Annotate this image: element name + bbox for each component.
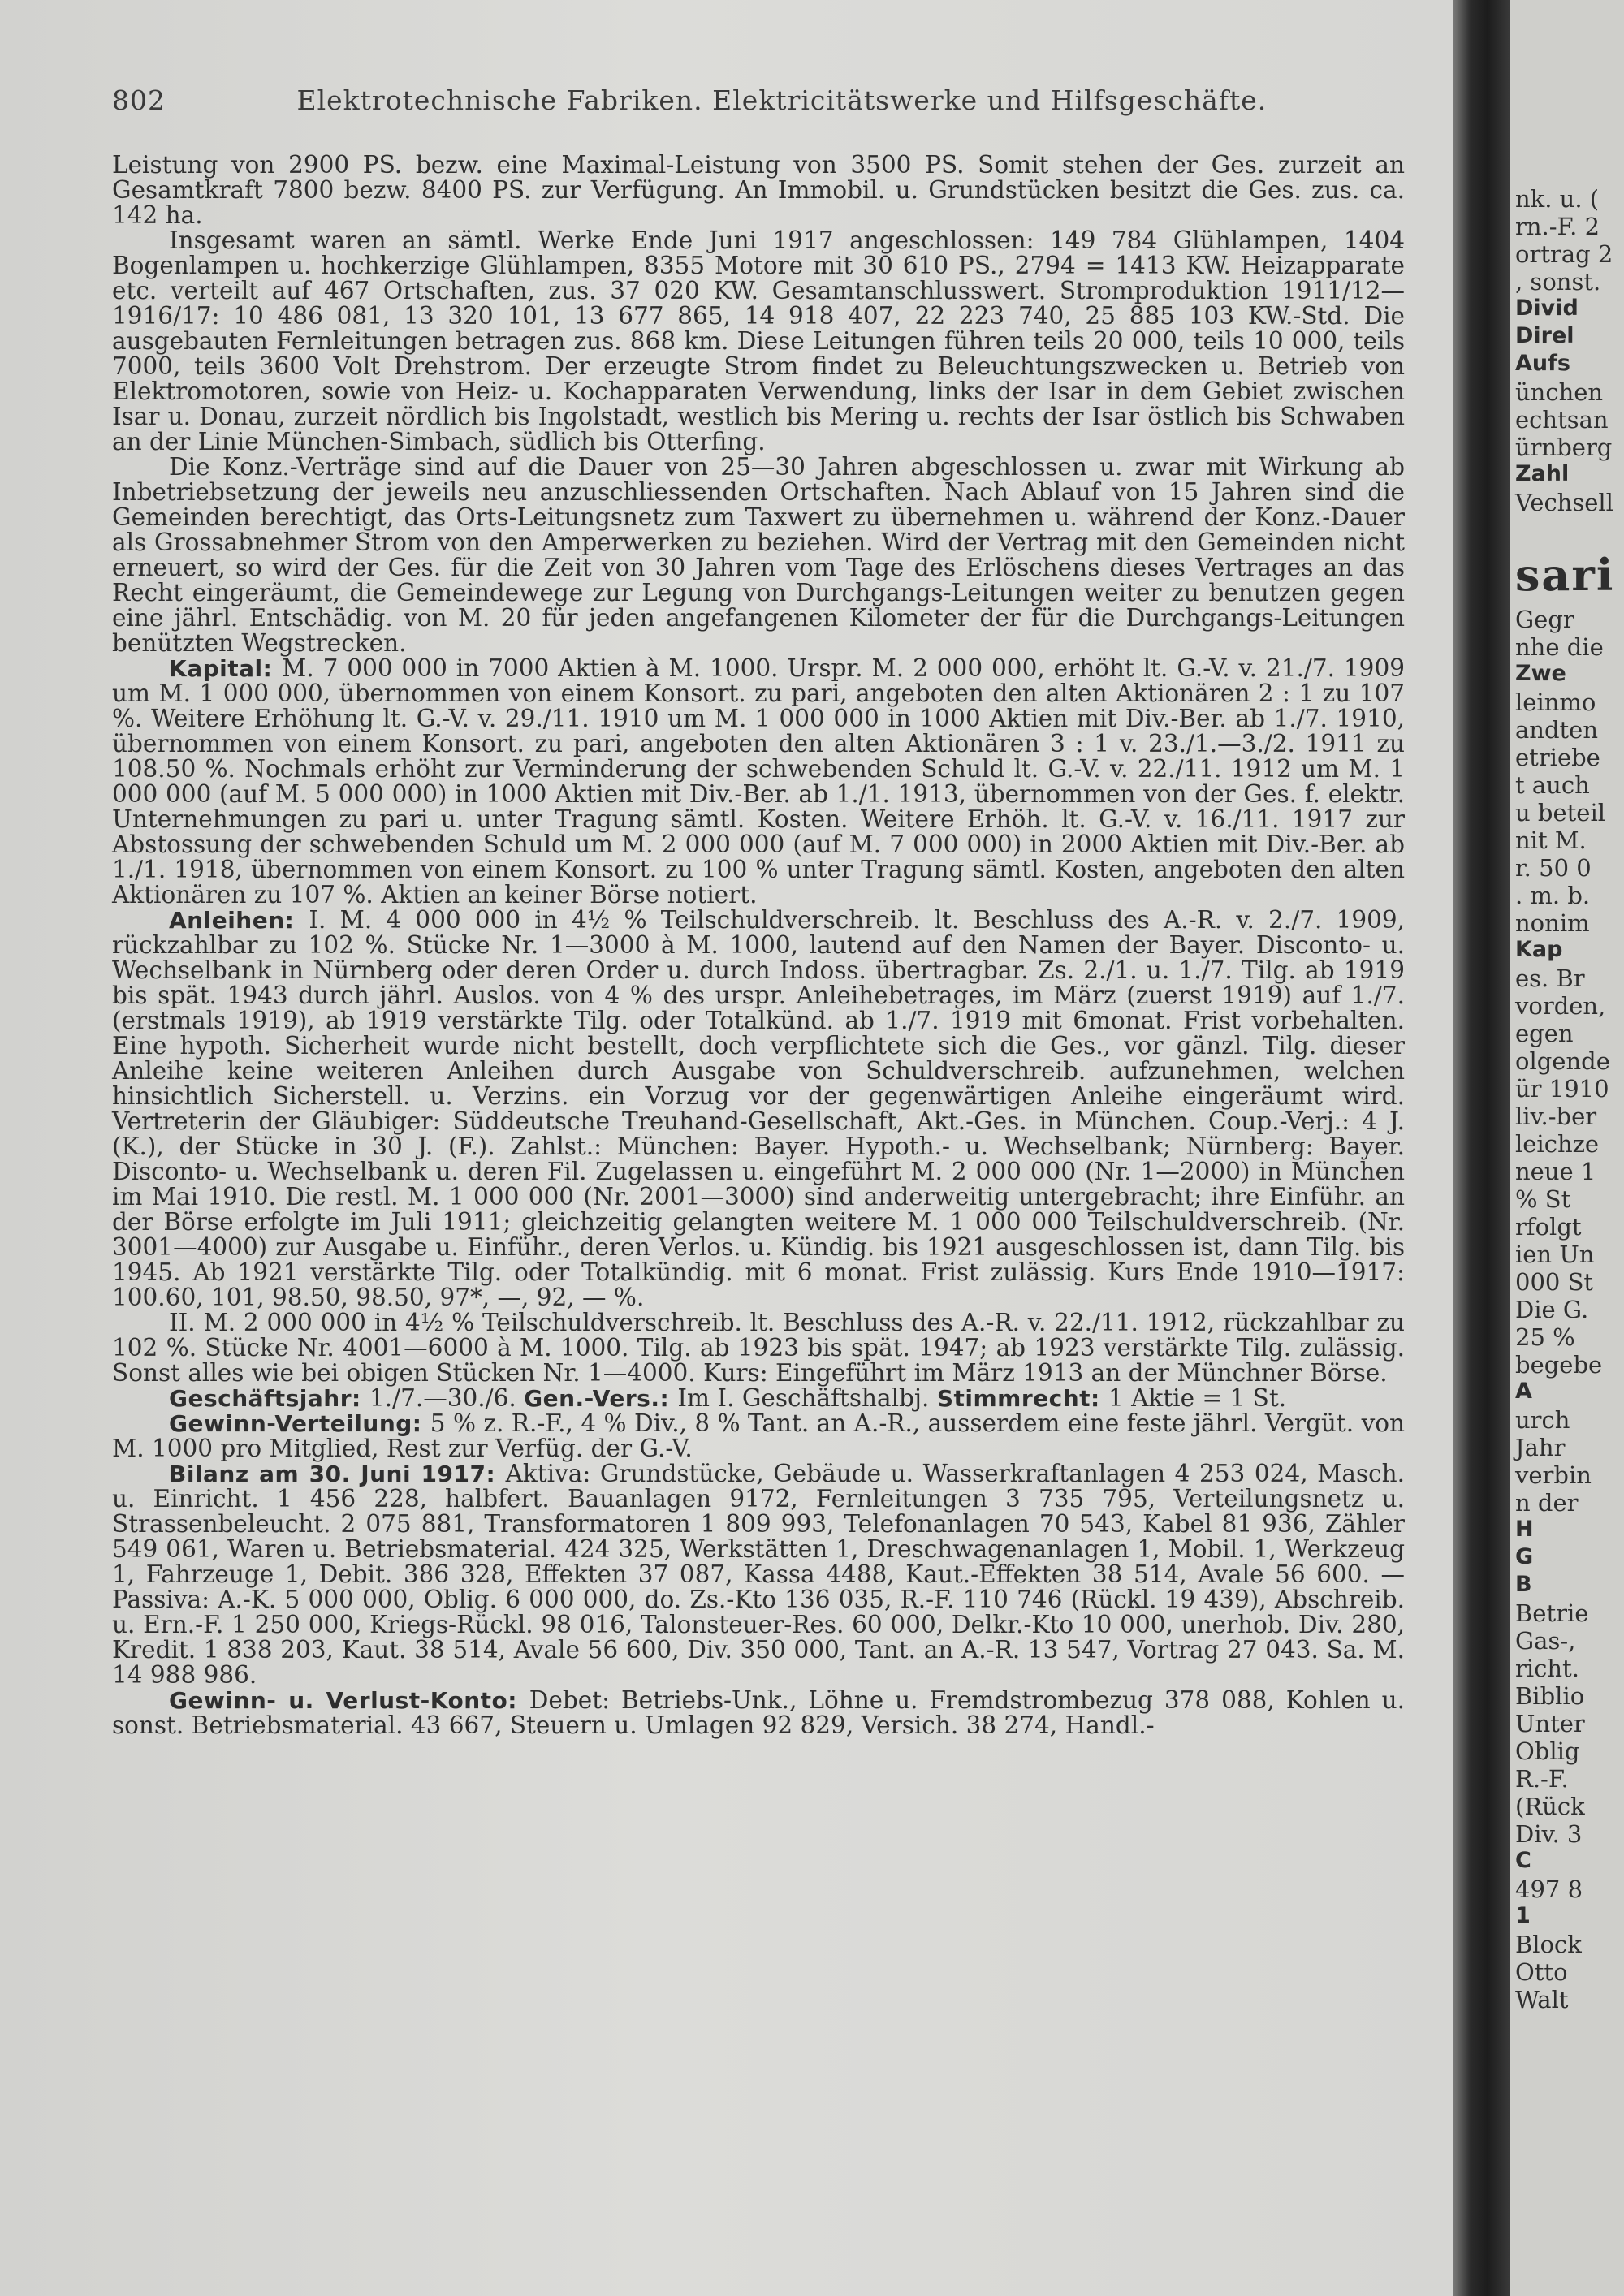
facing-page-fragment: sari (1515, 549, 1615, 601)
facing-page-fragment: ortrag 2 (1515, 240, 1613, 268)
section-label: Gen.-Vers.: (524, 1385, 678, 1412)
paragraph-p5 (112, 908, 1405, 1310)
paragraph-p7 (112, 1386, 1405, 1411)
facing-page-fragment: richt. (1515, 1655, 1579, 1682)
facing-page-fragment: Kap (1515, 937, 1563, 962)
facing-page-fragment: , sonst. (1515, 268, 1601, 296)
facing-page-fragment: ünchen (1515, 378, 1604, 406)
book-gutter (1453, 0, 1510, 2296)
facing-page-fragment: u beteil (1515, 799, 1605, 826)
facing-page-fragment: 25 % (1515, 1323, 1575, 1351)
facing-page-fragment: ür 1910 (1515, 1075, 1609, 1103)
facing-page-fragment: Otto (1515, 1958, 1568, 1986)
paragraph-text: Leistung von 2900 PS. bezw. eine Maximal-Leistung von 3500 PS. Somit stehen der Ges. zurzeit an Gesamtkraft 7800 bezw. 8400 PS. zur Verfügung. An Immobil. u. Grundstücken besitzt die Ges. zus. ca. 142 ha. (112, 151, 1405, 229)
page-body-text (112, 153, 1405, 1738)
facing-page-fragment: echtsan (1515, 406, 1609, 434)
facing-page-fragment: Block (1515, 1931, 1582, 1958)
facing-page-fragment: begebe (1515, 1351, 1603, 1379)
paragraph-p4 (112, 656, 1405, 908)
facing-page-edge (1510, 0, 1624, 2296)
facing-page-fragment: Zwe (1515, 661, 1566, 686)
paragraph-text: Debet: Betriebs-Unk., Löhne u. Fremdstrombezug 378 088, Kohlen u. sonst. Betriebsmaterial. 43 667, Steuern u. Umlagen 92 829, Versich. 38 274, Handl.- (112, 1686, 1405, 1739)
paragraph-p1 (112, 153, 1405, 228)
facing-page-fragment: n der (1515, 1489, 1579, 1517)
section-label: Anleihen: (169, 907, 309, 934)
facing-page-fragment: rn.-F. 2 (1515, 213, 1600, 240)
paragraph-text: 1 Aktie = 1 St. (1108, 1384, 1287, 1412)
facing-page-fragment: . m. b. (1515, 882, 1591, 909)
facing-page-fragment: 497 8 (1515, 1875, 1583, 1903)
facing-page-fragment: G (1515, 1544, 1534, 1569)
facing-page-fragment: Jahr (1515, 1434, 1566, 1461)
facing-page-fragment: C (1515, 1848, 1531, 1873)
facing-page-fragment: neue 1 (1515, 1158, 1596, 1185)
facing-page-fragment: R.-F. (1515, 1765, 1569, 1793)
facing-page-fragment: etriebe (1515, 744, 1600, 771)
section-label: Gewinn- u. Verlust-Konto: (169, 1687, 529, 1714)
section-label: Stimmrecht: (936, 1385, 1108, 1412)
facing-page-fragment: 000 St (1515, 1268, 1594, 1296)
facing-page-fragment: ürnberg (1515, 434, 1613, 461)
facing-page-fragment: Walt (1515, 1986, 1569, 2013)
facing-page-fragment: nonim (1515, 909, 1590, 937)
facing-page-fragment: Gas-, (1515, 1627, 1576, 1655)
paragraph-p6 (112, 1310, 1405, 1386)
page-number: 802 (112, 84, 166, 116)
paragraph-text: II. M. 2 000 000 in 4½ % Teilschuldverschreib. lt. Beschluss des A.-R. v. 22./11. 1912, rückzahlbar zu 102 %. Stücke Nr. 4001—6000 à M. 1000. Tilg. ab 1923 bis spät. 1947; ab 1923 verstärkte Tilg. zulässig. Sonst alles wie bei obigen Stücken Nr. 1—4000. Kurs: Eingeführt im März 1913 an der Münchner Börse. (112, 1309, 1405, 1387)
facing-page-fragment: r. 50 0 (1515, 854, 1592, 882)
facing-page-fragment: B (1515, 1572, 1532, 1597)
facing-page-fragment: H (1515, 1517, 1534, 1542)
paragraph-text: Insgesamt waren an sämtl. Werke Ende Juni 1917 angeschlossen: 149 784 Glühlampen, 1404 Bogenlampen u. hochkerzige Glühlampen, 8355 Motore mit 30 610 PS., 2794 = 1413 KW. Heizapparate etc. verteilt auf 467 Ortschaften, zus. 37 020 KW. Gesamtanschlusswert. Stromproduktion 1911/12—1916/17: 10 486 081, 13 320 101, 13 677 865, 14 918 407, 22 223 740, 25 885 103 KW.-Std. Die ausgebauten Fernleitungen betragen zus. 868 km. Diese Leitungen führen teils 20 000, teils 10 000, teils 7000, teils 3600 Volt Drehstrom. Der erzeugte Strom findet zu Beleuchtungszwecken u. Betrieb von Elektromotoren, sowie von Heiz- u. Kochapparaten Verwendung, links der Isar in dem Gebiet zwischen Isar u. Donau, zurzeit nördlich bis Ingolstadt, westlich bis Mering u. rechts der Isar östlich bis Schwaben an der Linie München-Simbach, südlich bis Otterfing. (112, 227, 1405, 455)
paragraph-p9 (112, 1461, 1405, 1688)
facing-page-fragment: olgende (1515, 1047, 1610, 1075)
paragraph-text: M. 7 000 000 in 7000 Aktien à M. 1000. Urspr. M. 2 000 000, erhöht lt. G.-V. v. 21./7. 1909 um M. 1 000 000, übernommen von einem Konsort. zu pari, angeboten den alten Aktionären 2 : 1 zu 107 %. Weitere Erhöhung lt. G.-V. v. 29./11. 1910 um M. 1 000 000 in 1000 Aktien mit Div.-Ber. ab 1./7. 1910, übernommen von einem Konsort. zu pari, angeboten den alten Aktionären 3 : 1 v. 23./1.—3./2. 1911 zu 108.50 %. Nochmals erhöht zur Verminderung der schwebenden Schuld lt. G.-V. v. 22./11. 1912 um M. 1 000 000 (auf M. 5 000 000) in 1000 Aktien mit Div.-Ber. ab 1./1. 1913, übernommen von der Ges. f. elektr. Unternehmungen zu pari u. unter Tragung sämtl. Kosten. Weitere Erhöh. lt. G.-V. v. 16./11. 1917 zur Abstossung der schwebenden Schuld um M. 2 000 000 (auf M. 7 000 000) in 2000 Aktien mit Div.-Ber. ab 1./1. 1918, übernommen von einem Konsort. zu 100 % unter Tragung sämtl. Kosten, angeboten den alten Aktionären zu 107 %. Aktien an keiner Börse notiert. (112, 654, 1405, 908)
paragraph-p2 (112, 228, 1405, 455)
facing-page-fragment: andten (1515, 716, 1599, 744)
facing-page-fragment: ien Un (1515, 1241, 1595, 1268)
paragraph-p3 (112, 455, 1405, 656)
facing-page-fragment: A (1515, 1379, 1532, 1404)
facing-page-fragment: Aufs (1515, 351, 1570, 376)
paragraph-text: Die Konz.-Verträge sind auf die Dauer von 25—30 Jahren abgeschlossen u. zwar mit Wirkung ab Inbetriebsetzung der jeweils neu anzuschliessenden Ortschaften. Nach Ablauf von 15 Jahren sind die Gemeinden berechtigt, das Orts-Leitungsnetz zum Taxwert zu übernehmen u. während der Konz.-Dauer als Grossabnehmer Strom von den Amperwerken zu beziehen. Wird der Vertrag mit den Gemeinden nicht erneuert, so wird der Ges. für die Zeit von 30 Jahren vom Tage des Erlöschens dieses Vertrages an das Recht eingeräumt, die Gemeindewege zur Legung von Durchgangs-Leitungen weiter zu benutzen gegen eine jährl. Entschädig. von M. 20 für jeden angefangenen Kilometer der für die Durchgangs-Leitungen benützten Wegstrecken. (112, 453, 1405, 657)
facing-page-fragment: Betrie (1515, 1599, 1589, 1627)
section-label: Gewinn-Verteilung: (169, 1410, 430, 1437)
facing-page-fragment: leichze (1515, 1130, 1600, 1158)
facing-page-fragment: Zahl (1515, 461, 1570, 486)
facing-page-fragment: verbin (1515, 1461, 1592, 1489)
section-label: Bilanz am 30. Juni 1917: (169, 1461, 506, 1487)
facing-page-fragment: t auch (1515, 771, 1590, 799)
facing-page-fragment: 1 (1515, 1903, 1531, 1928)
facing-page-fragment: Oblig (1515, 1737, 1580, 1765)
facing-page-fragment: Divid (1515, 296, 1579, 321)
running-header (112, 84, 1411, 116)
facing-page-fragment: vorden, (1515, 992, 1606, 1020)
facing-page-fragment: nit M. (1515, 826, 1587, 854)
section-label: Kapital: (169, 655, 283, 682)
facing-page-fragment: Div. 3 (1515, 1820, 1583, 1848)
running-title: Elektrotechnische Fabriken. Elektricitätswerke und Hilfsgeschäfte. (296, 84, 1268, 116)
paragraph-p10 (112, 1688, 1405, 1738)
paragraph-text: 5 % z. R.-F., 4 % Div., 8 % Tant. an A.-R., ausserdem eine feste jährl. Vergüt. von M. 1000 pro Mitglied, Rest zur Verfüg. der G.-V. (112, 1409, 1405, 1462)
facing-page-fragment: Biblio (1515, 1682, 1585, 1710)
facing-page-fragment: egen (1515, 1020, 1574, 1047)
facing-page-fragment: % St (1515, 1185, 1571, 1213)
paragraph-p8 (112, 1411, 1405, 1461)
paragraph-text: Im I. Geschäftshalbj. (677, 1384, 937, 1412)
facing-page-fragment: (Rück (1515, 1793, 1585, 1820)
facing-page-fragment: urch (1515, 1406, 1570, 1434)
section-label: Geschäftsjahr: (169, 1385, 369, 1412)
paragraph-text: Aktiva: Grundstücke, Gebäude u. Wasserkraftanlagen 4 253 024, Masch. u. Einricht. 1 456 228, halbfert. Bauanlagen 9172, Fernleitungen 3 735 795, Verteilungsnetz u. Strassenbeleucht. 2 075 881, Transformatoren 1 809 993, Telefonanlagen 70 543, Kabel 81 936, Zähler 549 061, Waren u. Betriebsmaterial. 424 325, Werkstätten 1, Dreschwagenanlagen 1, Mobil. 1, Werkzeug 1, Fahrzeuge 1, Debit. 386 328, Effekten 37 087, Kassa 4488, Kaut.-Effekten 38 514, Avale 56 600. — Passiva: A.-K. 5 000 000, Oblig. 6 000 000, do. Zs.-Kto 136 035, R.-F. 110 746 (Rückl. 19 439), Abschreib. u. Ern.-F. 1 250 000, Kriegs-Rückl. 98 016, Talonsteuer-Res. 60 000, Delkr.-Kto 10 000, unerhob. Div. 280, Kredit. 1 838 203, Kaut. 38 514, Avale 56 600, Div. 350 000, Tant. an A.-R. 13 547, Vortrag 27 043. Sa. M. 14 988 986. (112, 1460, 1405, 1689)
facing-page-fragment: Vechsell (1515, 489, 1613, 516)
facing-page-fragment: Die G. (1515, 1296, 1589, 1323)
paragraph-text: 1./7.—30./6. (369, 1384, 525, 1412)
facing-page-fragment: Gegr (1515, 606, 1574, 633)
facing-page-fragment: es. Br (1515, 965, 1585, 992)
facing-page-fragment: liv.-ber (1515, 1103, 1597, 1130)
facing-page-fragment: nk. u. ( (1515, 185, 1600, 213)
facing-page-fragment: leinmo (1515, 688, 1596, 716)
facing-page-fragment: Direl (1515, 323, 1574, 348)
facing-page-fragment: rfolgt (1515, 1213, 1582, 1241)
facing-page-fragment: nhe die (1515, 633, 1604, 661)
paragraph-text: I. M. 4 000 000 in 4½ % Teilschuldverschreib. lt. Beschluss des A.-R. v. 2./7. 1909, rückzahlbar zu 102 %. Stücke Nr. 1—3000 à M. 1000, lautend auf den Namen der Bayer. Disconto- u. Wechselbank in Nürnberg oder deren Order u. durch Indoss. übertragbar. Zs. 2./1. u. 1./7. Tilg. ab 1919 bis spät. 1943 durch jährl. Auslos. von 4 % des urspr. Anleihebetrages, im März (zuerst 1919) auf 1./7. (erstmals 1919), ab 1919 verstärkte Tilg. oder Totalkünd. ab 1./7. 1919 mit 6monat. Frist vorbehalten. Eine hypoth. Sicherheit wurde nicht bestellt, doch verpflichtete sich die Ges., vor gänzl. Tilg. dieser Anleihe keine weiteren Anleihen durch Ausgabe von Schuldverschreib. aufzunehmen, welchen hinsichtlich Sicherstell. u. Verzins. ein Vorzug vor der gegenwärtigen Anleihe eingeräumt wird. Vertreterin der Gläubiger: Süddeutsche Treuhand-Gesellschaft, Akt.-Ges. in München. Coup.-Verj.: 4 J. (K.), der Stücke in 30 J. (F.). Zahlst.: München: Bayer. Hypoth.- u. Wechselbank; Nürnberg: Bayer. Disconto- u. Wechselbank u. deren Fil. Zugelassen u. eingeführt M. 2 000 000 (Nr. 1—2000) in München im Mai 1910. Die restl. M. 1 000 000 (Nr. 2001—3000) sind anderweitig untergebracht; ihre Einführ. an der Börse erfolgte im Juli 1911; gleichzeitig gelangten weitere M. 1 000 000 Teilschuldverschreib. (Nr. 3001—4000) zur Ausgabe u. Einführ., deren Verlos. u. Kündig. bis 1921 ausgeschlossen ist, dann Tilg. bis 1945. Ab 1921 verstärkte Tilg. oder Totalkündig. mit 6 monat. Frist zulässig. Kurs Ende 1910—1917: 100.60, 101, 98.50, 98.50, 97*, —, 92, — %. (112, 906, 1405, 1311)
facing-page-fragment: Unter (1515, 1710, 1585, 1737)
